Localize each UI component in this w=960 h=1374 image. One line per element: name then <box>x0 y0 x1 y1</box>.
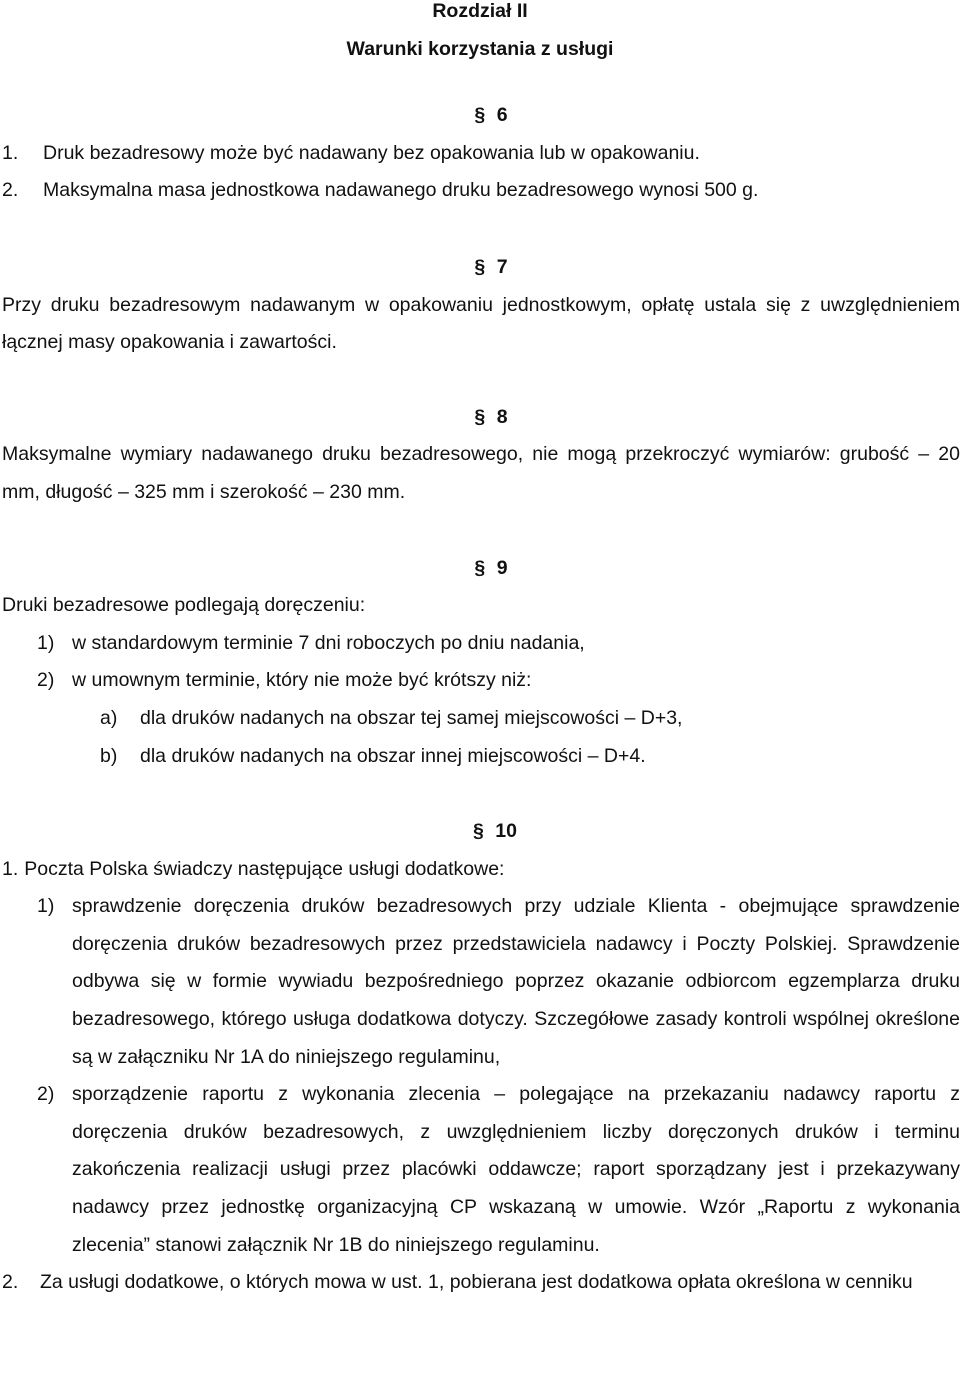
spacer <box>0 362 960 399</box>
paragraph-text: Za usługi dodatkowe, o których mowa w ust. 1, pobierana jest dodatkowa opłata określona w cenniku <box>40 1271 913 1294</box>
item-number: 1) <box>37 895 55 918</box>
section-6-item-1 <box>0 135 960 173</box>
section-9-item-1 <box>0 625 960 663</box>
paragraph-number: 1. <box>2 857 19 880</box>
section-10-item-1 <box>0 888 960 1076</box>
section-10-heading <box>0 813 960 851</box>
section-10-paragraph-1 <box>0 851 960 889</box>
section-number: 9 <box>496 556 508 579</box>
section-symbol: § <box>474 104 486 127</box>
section-10-item-2 <box>0 1076 960 1264</box>
spacer <box>0 775 960 813</box>
section-symbol: § <box>473 820 484 843</box>
item-number: 2. <box>2 179 19 202</box>
section-8-paragraph: Maksymalne wymiary nadawanego druku bezadresowego, nie mogą przekroczyć wymiarów: grubość – 20 mm, długość – 325 mm i szerokość – 230 mm. <box>2 443 960 503</box>
section-9-intro: Druki bezadresowe podlegają doręczeniu: <box>2 594 366 617</box>
item-text: sporządzenie raportu z wykonania zlecenia – polegające na przekazaniu nadawcy raportu z doręczenia druków bezadresowych, z uwzględnieniem liczby doręczonych druków i terminu zakończenia realizacji usługi przez placówki oddawcze; raport sporządzany jest i przekazywany nadawcy przez jednostkę organizacyjną CP wskazaną w umowie. Wzór „Raportu z wykonania zlecenia” stanowi załącznik Nr 1B do niniejszego regulaminu. <box>72 1083 960 1256</box>
section-7-heading <box>0 249 960 287</box>
item-number: 2) <box>37 1083 55 1106</box>
spacer <box>0 512 960 550</box>
section-9-subitem-b <box>0 738 960 776</box>
spacer <box>0 210 960 249</box>
section-6-heading <box>0 97 960 135</box>
section-number: 10 <box>495 820 517 843</box>
section-number: 8 <box>496 405 508 428</box>
section-number: 7 <box>496 255 508 278</box>
section-8-heading <box>0 399 960 437</box>
subitem-letter: b) <box>100 744 118 767</box>
section-9-subitem-a <box>0 700 960 738</box>
section-9-heading <box>0 550 960 588</box>
section-10-paragraph-2 <box>0 1264 960 1302</box>
paragraph-text: Poczta Polska świadczy następujące usługi dodatkowe: <box>24 857 505 880</box>
item-text: w standardowym terminie 7 dni roboczych po dniu nadania, <box>72 631 585 654</box>
section-symbol: § <box>474 405 486 428</box>
item-number: 1. <box>2 141 19 164</box>
section-9-item-2 <box>0 662 960 700</box>
paragraph-number: 2. <box>2 1271 19 1294</box>
chapter-subtitle: Warunki korzystania z usługi <box>346 37 614 60</box>
section-symbol: § <box>474 255 486 278</box>
subitem-text: dla druków nadanych na obszar innej miejscowości – D+4. <box>140 744 646 767</box>
item-text: Druk bezadresowy może być nadawany bez opakowania lub w opakowaniu. <box>43 141 700 164</box>
item-number: 1) <box>37 631 55 654</box>
subitem-letter: a) <box>100 706 118 729</box>
subitem-text: dla druków nadanych na obszar tej samej miejscowości – D+3, <box>140 706 683 729</box>
item-text: w umownym terminie, który nie może być krótszy niż: <box>72 669 532 692</box>
section-number: 6 <box>496 104 508 127</box>
spacer <box>0 68 960 97</box>
item-text: Maksymalna masa jednostkowa nadawanego druku bezadresowego wynosi 500 g. <box>43 179 759 202</box>
item-text: sprawdzenie doręczenia druków bezadresowych przy udziale Klienta - obejmujące sprawdzenie doręczenia druków bezadresowych przez przedstawiciela nadawcy i Poczty Polskiej. Sprawdzenie odbywa się w formie wywiadu bezpośredniego poprzez okazanie odbiorcom egzemplarza druku bezadresowego, którego usługa dodatkowa dotyczy. Szczegółowe zasady kontroli wspólnej określone są w załączniku Nr 1A do niniejszego regulaminu, <box>72 895 960 1068</box>
item-number: 2) <box>37 669 55 692</box>
section-7-paragraph: Przy druku bezadresowym nadawanym w opakowaniu jednostkowym, opłatę ustala się z uwzględnieniem łącznej masy opakowania i zawartości. <box>2 293 960 354</box>
section-symbol: § <box>474 556 486 579</box>
section-6-item-2 <box>0 172 960 210</box>
chapter-title: Rozdział II <box>432 0 528 22</box>
